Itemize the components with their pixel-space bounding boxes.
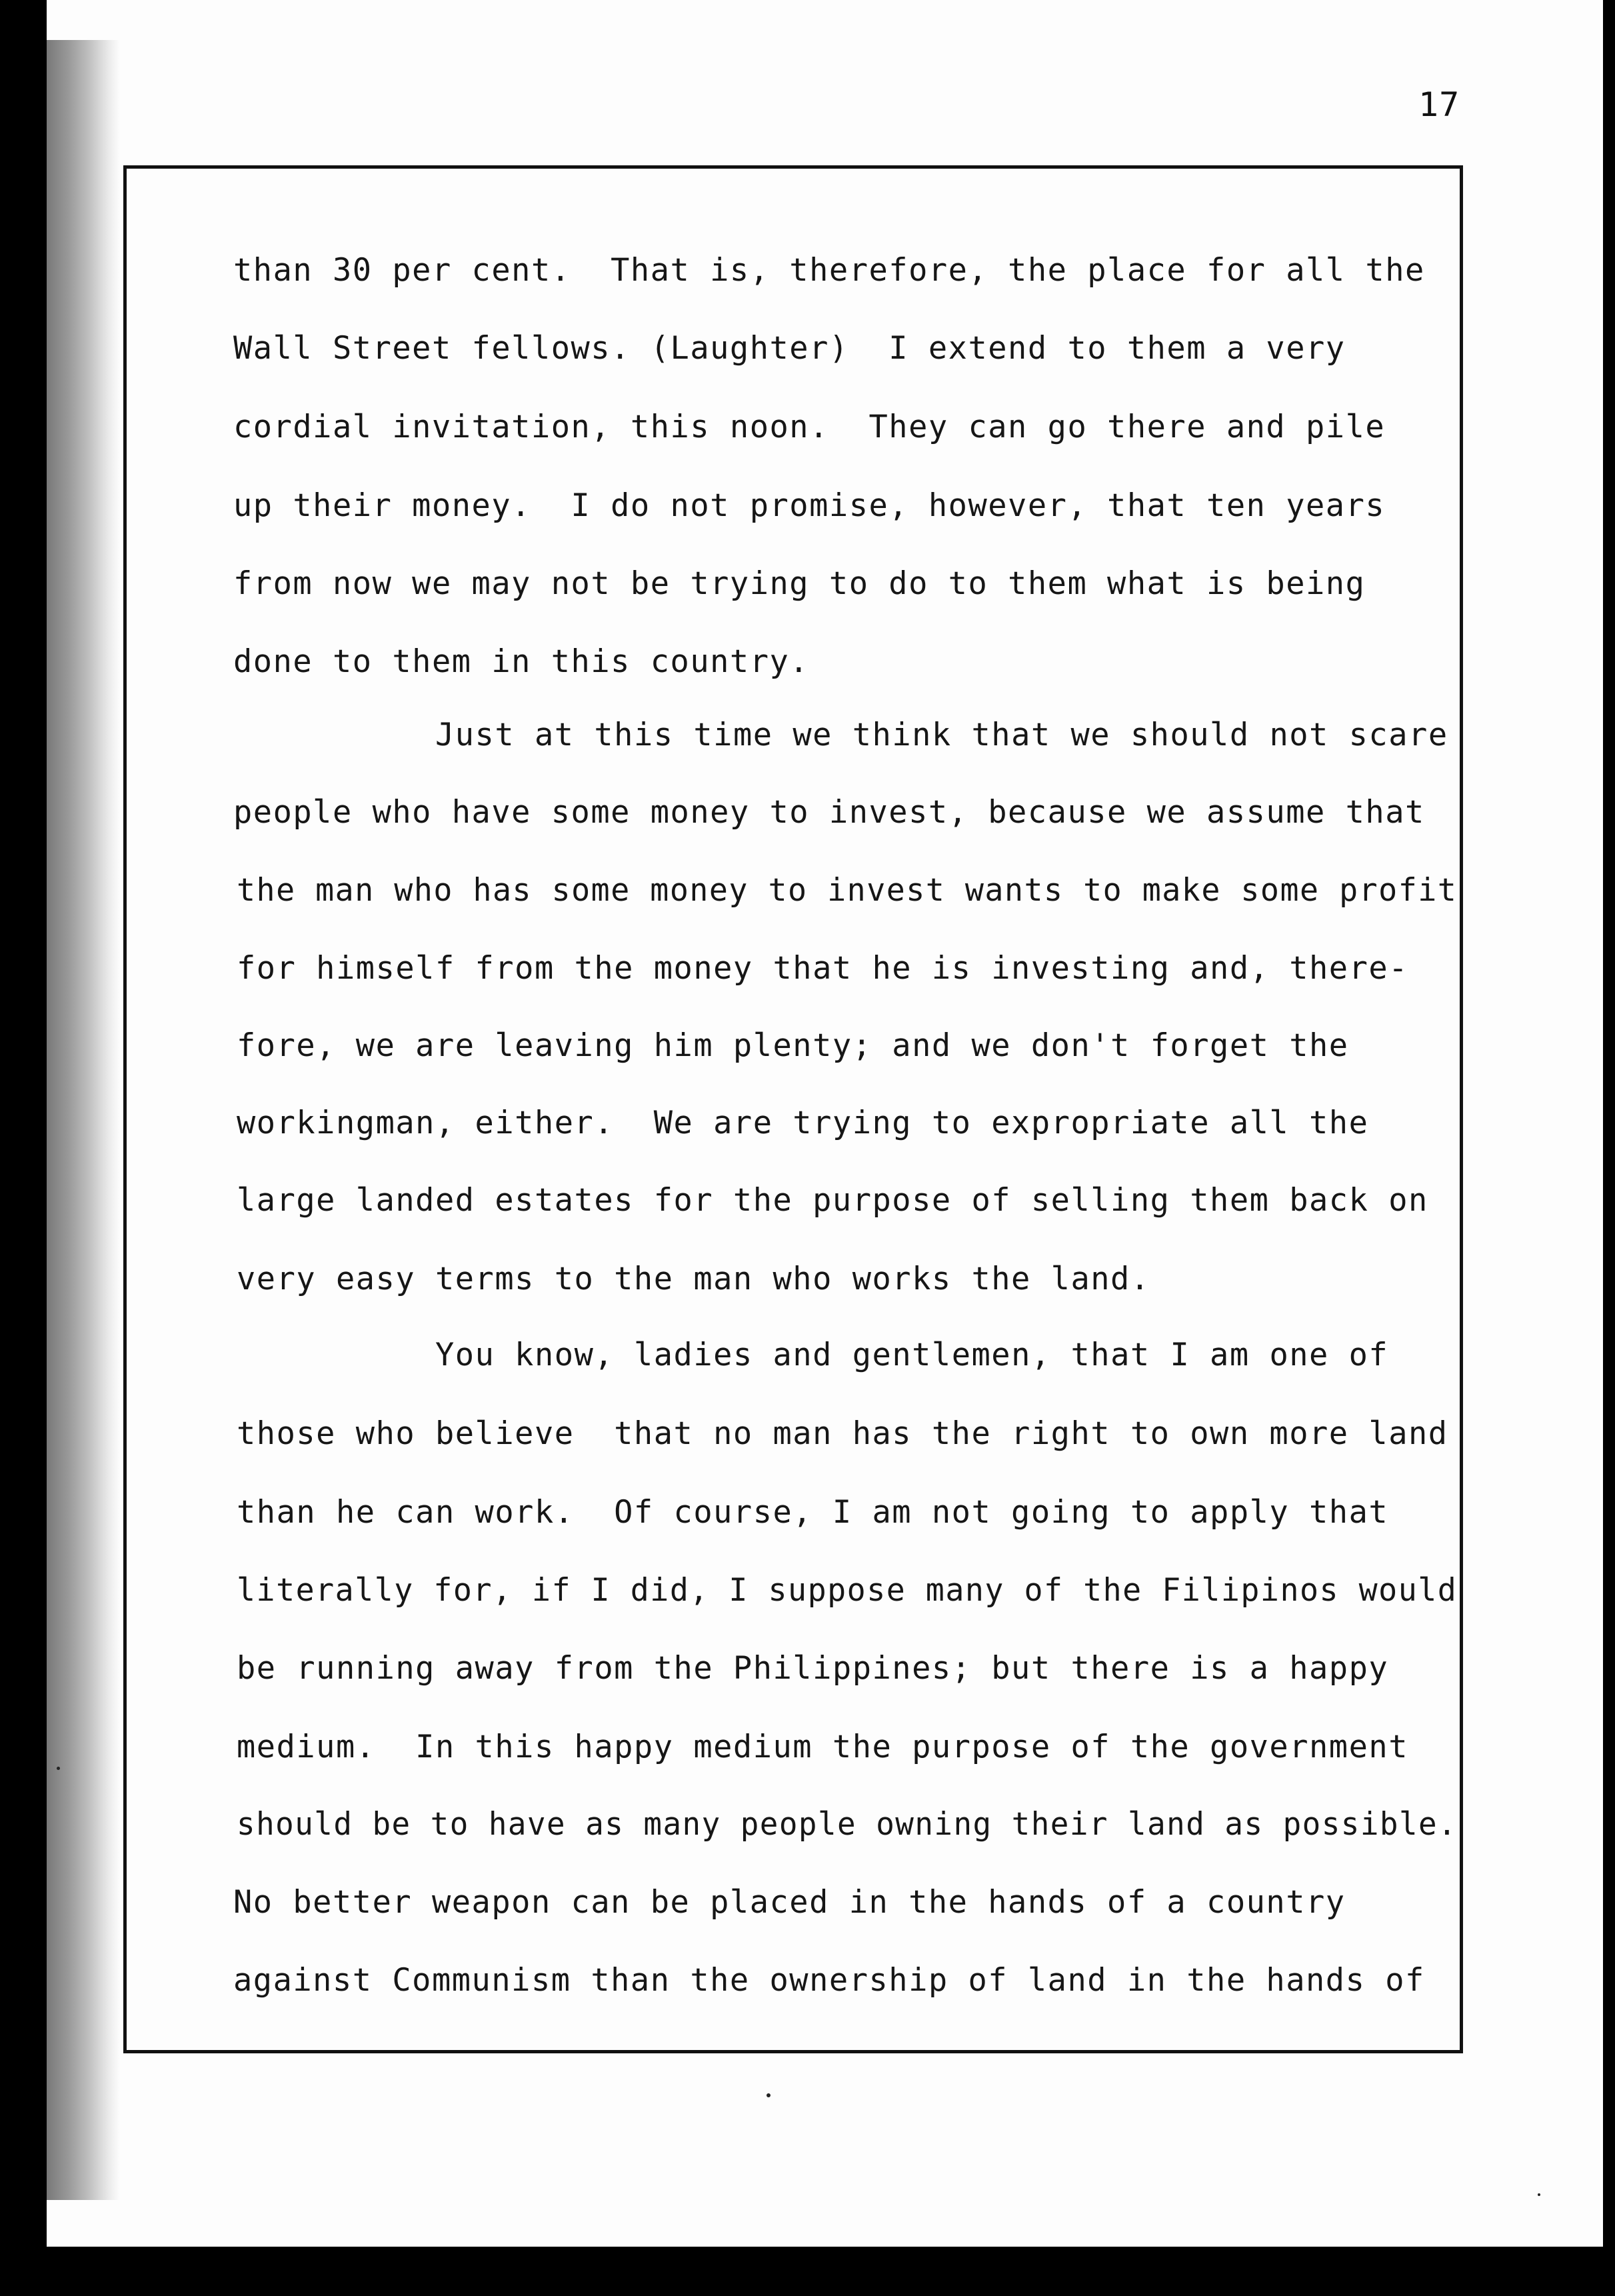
text-line: done to them in this country.	[233, 643, 810, 680]
text-line: very easy terms to the man who works the land.	[237, 1261, 1150, 1297]
text-line: from now we may not be trying to do to them what is being	[233, 565, 1366, 602]
binding-shadow	[47, 40, 120, 2200]
text-line: the man who has some money to invest wants to make some profit	[237, 872, 1458, 909]
text-frame	[123, 165, 1463, 2053]
paragraph-start-line: Just at this time we think that we should not scare	[435, 717, 1448, 753]
paragraph-start-line: You know, ladies and gentlemen, that I am one of	[435, 1337, 1389, 1373]
text-line: should be to have as many people owning their land as possible.	[237, 1806, 1458, 1843]
text-line: large landed estates for the purpose of selling them back on	[237, 1182, 1428, 1219]
document-page	[47, 0, 1603, 2247]
text-line: fore, we are leaving him plenty; and we don't forget the	[237, 1027, 1349, 1064]
text-line: up their money. I do not promise, however, that ten years	[233, 487, 1386, 524]
text-line: people who have some money to invest, because we assume that	[233, 794, 1425, 831]
scan-speck	[1538, 2193, 1540, 2196]
text-line: against Communism than the ownership of land in the hands of	[233, 1962, 1425, 1999]
text-line: than he can work. Of course, I am not going to apply that	[237, 1494, 1389, 1531]
text-line: be running away from the Philippines; but there is a happy	[237, 1650, 1389, 1687]
text-line: workingman, either. We are trying to expropriate all the	[237, 1105, 1369, 1141]
text-line: medium. In this happy medium the purpose of the government	[237, 1729, 1408, 1765]
text-line: than 30 per cent. That is, therefore, the place for all the	[233, 252, 1425, 289]
text-line: No better weapon can be placed in the hands of a country	[233, 1884, 1346, 1921]
text-line: those who believe that no man has the right to own more land	[237, 1415, 1448, 1452]
scan-speck	[767, 2093, 771, 2097]
page-number: 17	[1418, 85, 1460, 124]
text-line: Wall Street fellows. (Laughter) I extend to them a very	[233, 330, 1346, 367]
text-line: cordial invitation, this noon. They can go there and pile	[233, 409, 1386, 445]
text-line: literally for, if I did, I suppose many of the Filipinos would	[237, 1572, 1458, 1609]
text-line: for himself from the money that he is investing and, there-	[237, 950, 1408, 987]
scan-speck	[57, 1767, 60, 1770]
